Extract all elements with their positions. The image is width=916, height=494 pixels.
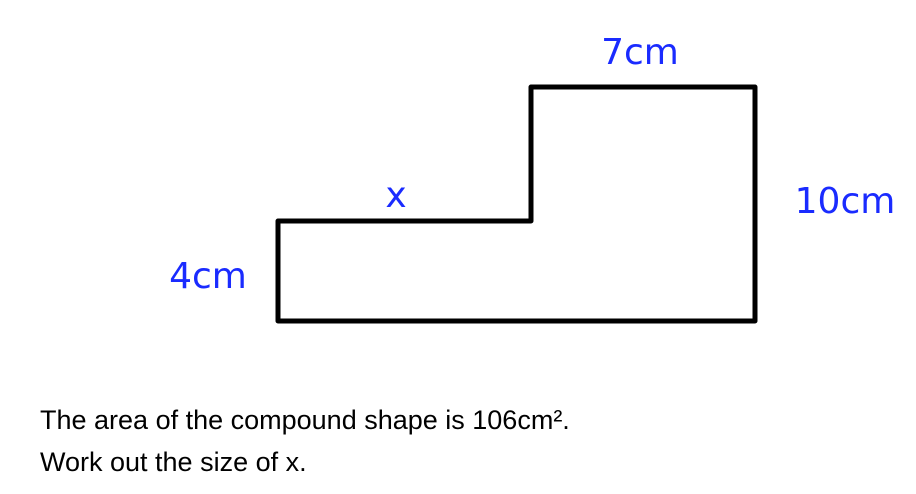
- label-left-4cm: 4cm: [169, 256, 247, 297]
- label-unknown-x: x: [385, 175, 407, 216]
- label-right-10cm: 10cm: [794, 181, 896, 222]
- question-instruction: Work out the size of x.: [40, 447, 307, 477]
- compound-shape-outline: [278, 87, 755, 321]
- label-top-7cm: 7cm: [601, 32, 679, 73]
- question-area-statement: The area of the compound shape is 106cm².: [40, 405, 570, 435]
